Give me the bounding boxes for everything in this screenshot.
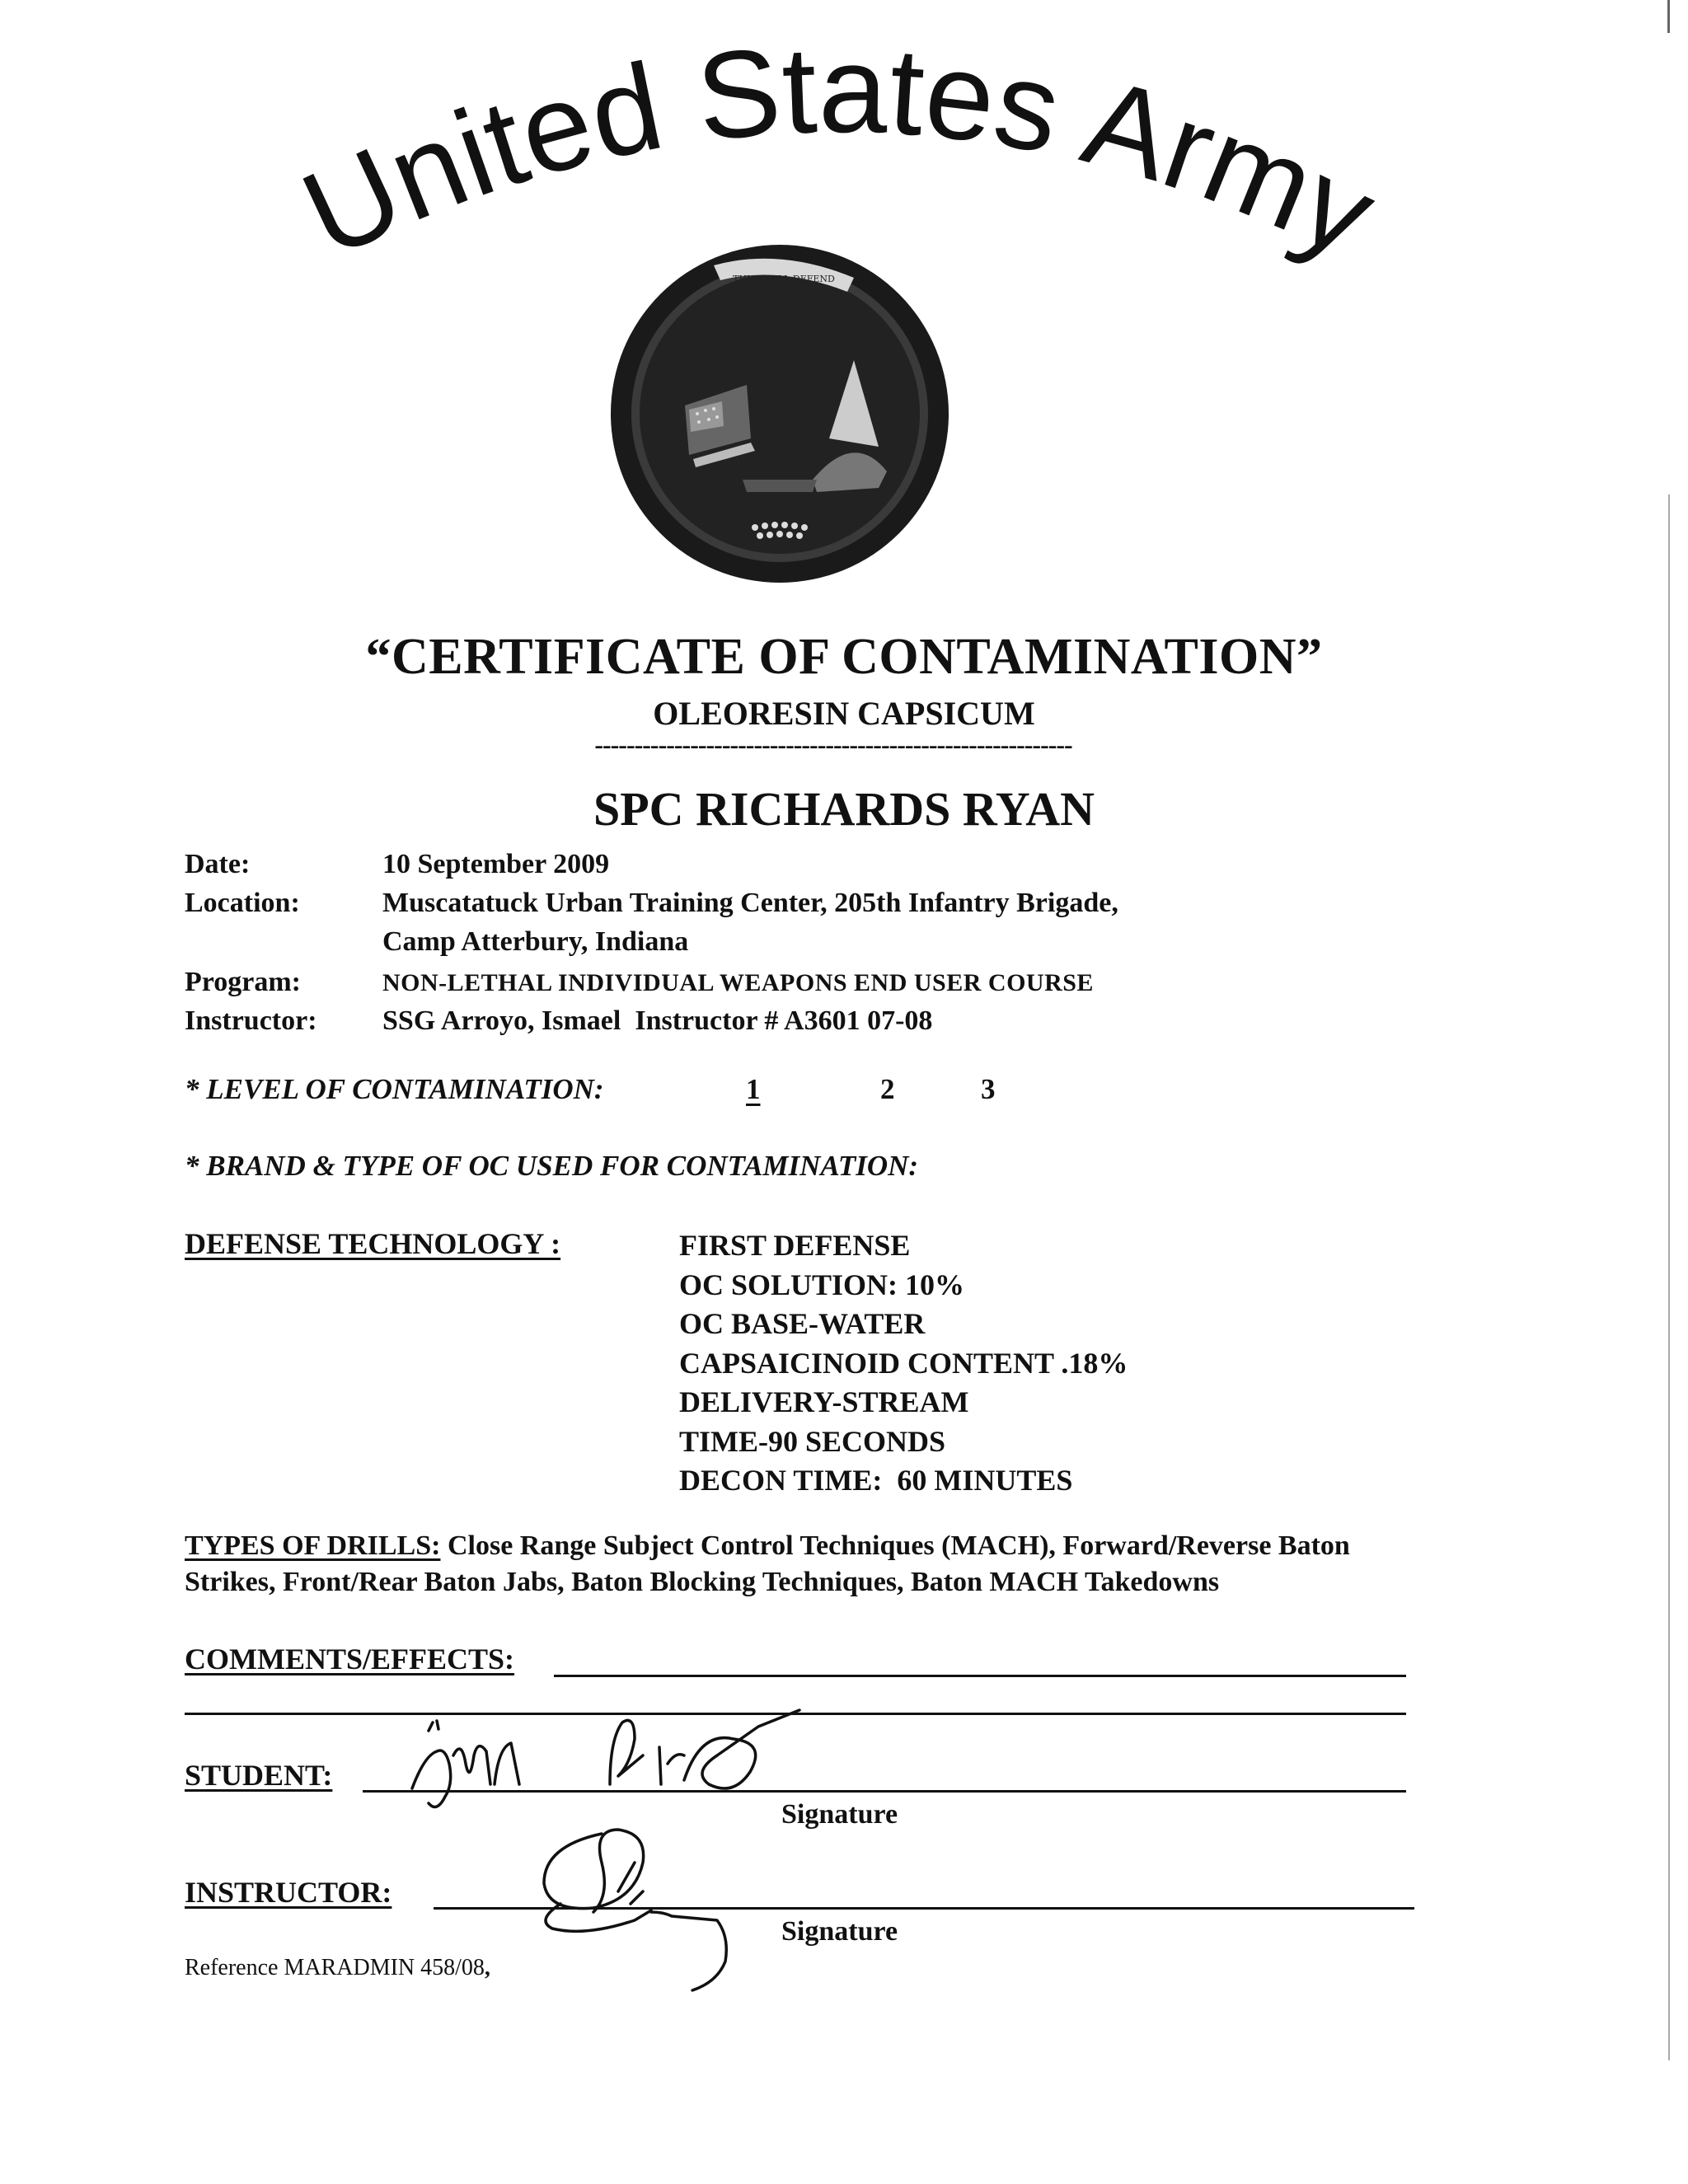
level-option-1[interactable]: 1 (746, 1073, 761, 1105)
recipient-name: SPC RICHARDS RYAN (593, 782, 1095, 836)
instructor-label: Instructor: (185, 1005, 317, 1036)
army-seal-icon (607, 241, 953, 587)
date-value: 10 September 2009 (382, 849, 610, 879)
reference-note: Reference MARADMIN 458/08, (185, 1955, 490, 1980)
comments-label: COMMENTS/EFFECTS: (185, 1643, 515, 1675)
student-signature-caption: Signature (781, 1799, 898, 1830)
location-line2: Camp Atterbury, Indiana (382, 926, 689, 957)
spec-item: CAPSAICINOID CONTENT .18% (679, 1346, 1128, 1380)
instructor-value: SSG Arroyo, Ismael Instructor # A3601 07-08 (382, 1005, 933, 1036)
scan-edge-mark (1668, 494, 1670, 2060)
motto-text: THIS WE'LL DEFEND (733, 274, 835, 284)
spec-item: DECON TIME: 60 MINUTES (679, 1464, 1073, 1497)
location-label: Location: (185, 888, 300, 918)
spec-item: TIME-90 SECONDS (679, 1424, 946, 1458)
scan-edge-mark (1667, 0, 1670, 33)
level-option-2[interactable]: 2 (880, 1073, 895, 1105)
comments-line-1[interactable] (554, 1675, 1406, 1677)
certificate-subtitle: OLEORESIN CAPSICUM (653, 695, 1035, 732)
student-signature-icon (387, 1706, 816, 1821)
instructor-signature-caption: Signature (781, 1916, 898, 1947)
certificate-title: “CERTIFICATE OF CONTAMINATION” (365, 629, 1323, 685)
student-label: STUDENT: (185, 1759, 333, 1792)
program-label: Program: (185, 967, 301, 997)
spec-item: DELIVERY-STREAM (679, 1385, 969, 1418)
spec-item: FIRST DEFENSE (679, 1229, 911, 1262)
title-divider: ------------------------------------------------------------ (594, 729, 1072, 759)
brand-label: * BRAND & TYPE OF OC USED FOR CONTAMINATION: (185, 1150, 919, 1182)
arc-title-text: United States Army (283, 33, 1396, 284)
program-value: NON-LETHAL INDIVIDUAL WEAPONS END USER COURSE (382, 969, 1094, 996)
location-line1: Muscatatuck Urban Training Center, 205th Infantry Brigade, (382, 888, 1118, 918)
spec-item: OC BASE-WATER (679, 1307, 926, 1340)
level-label: * LEVEL OF CONTAMINATION: (185, 1073, 604, 1105)
drills-text-line1: Close Range Subject Control Techniques (MACH), Forward/Reverse Baton (447, 1530, 1350, 1561)
maker-label: DEFENSE TECHNOLOGY : (185, 1227, 561, 1260)
date-label: Date: (185, 849, 251, 879)
drills-label: TYPES OF DRILLS: (185, 1530, 441, 1561)
level-option-3[interactable]: 3 (981, 1073, 996, 1105)
drills-block (185, 1530, 1635, 1598)
spec-item: OC SOLUTION: 10% (679, 1268, 965, 1301)
spec-list (679, 1226, 1128, 1501)
instructor-sig-label: INSTRUCTOR: (185, 1876, 392, 1909)
instructor-signature-icon (528, 1813, 775, 1994)
drills-text-line2: Strikes, Front/Rear Baton Jabs, Baton Blocking Techniques, Baton MACH Takedowns (185, 1567, 1220, 1597)
